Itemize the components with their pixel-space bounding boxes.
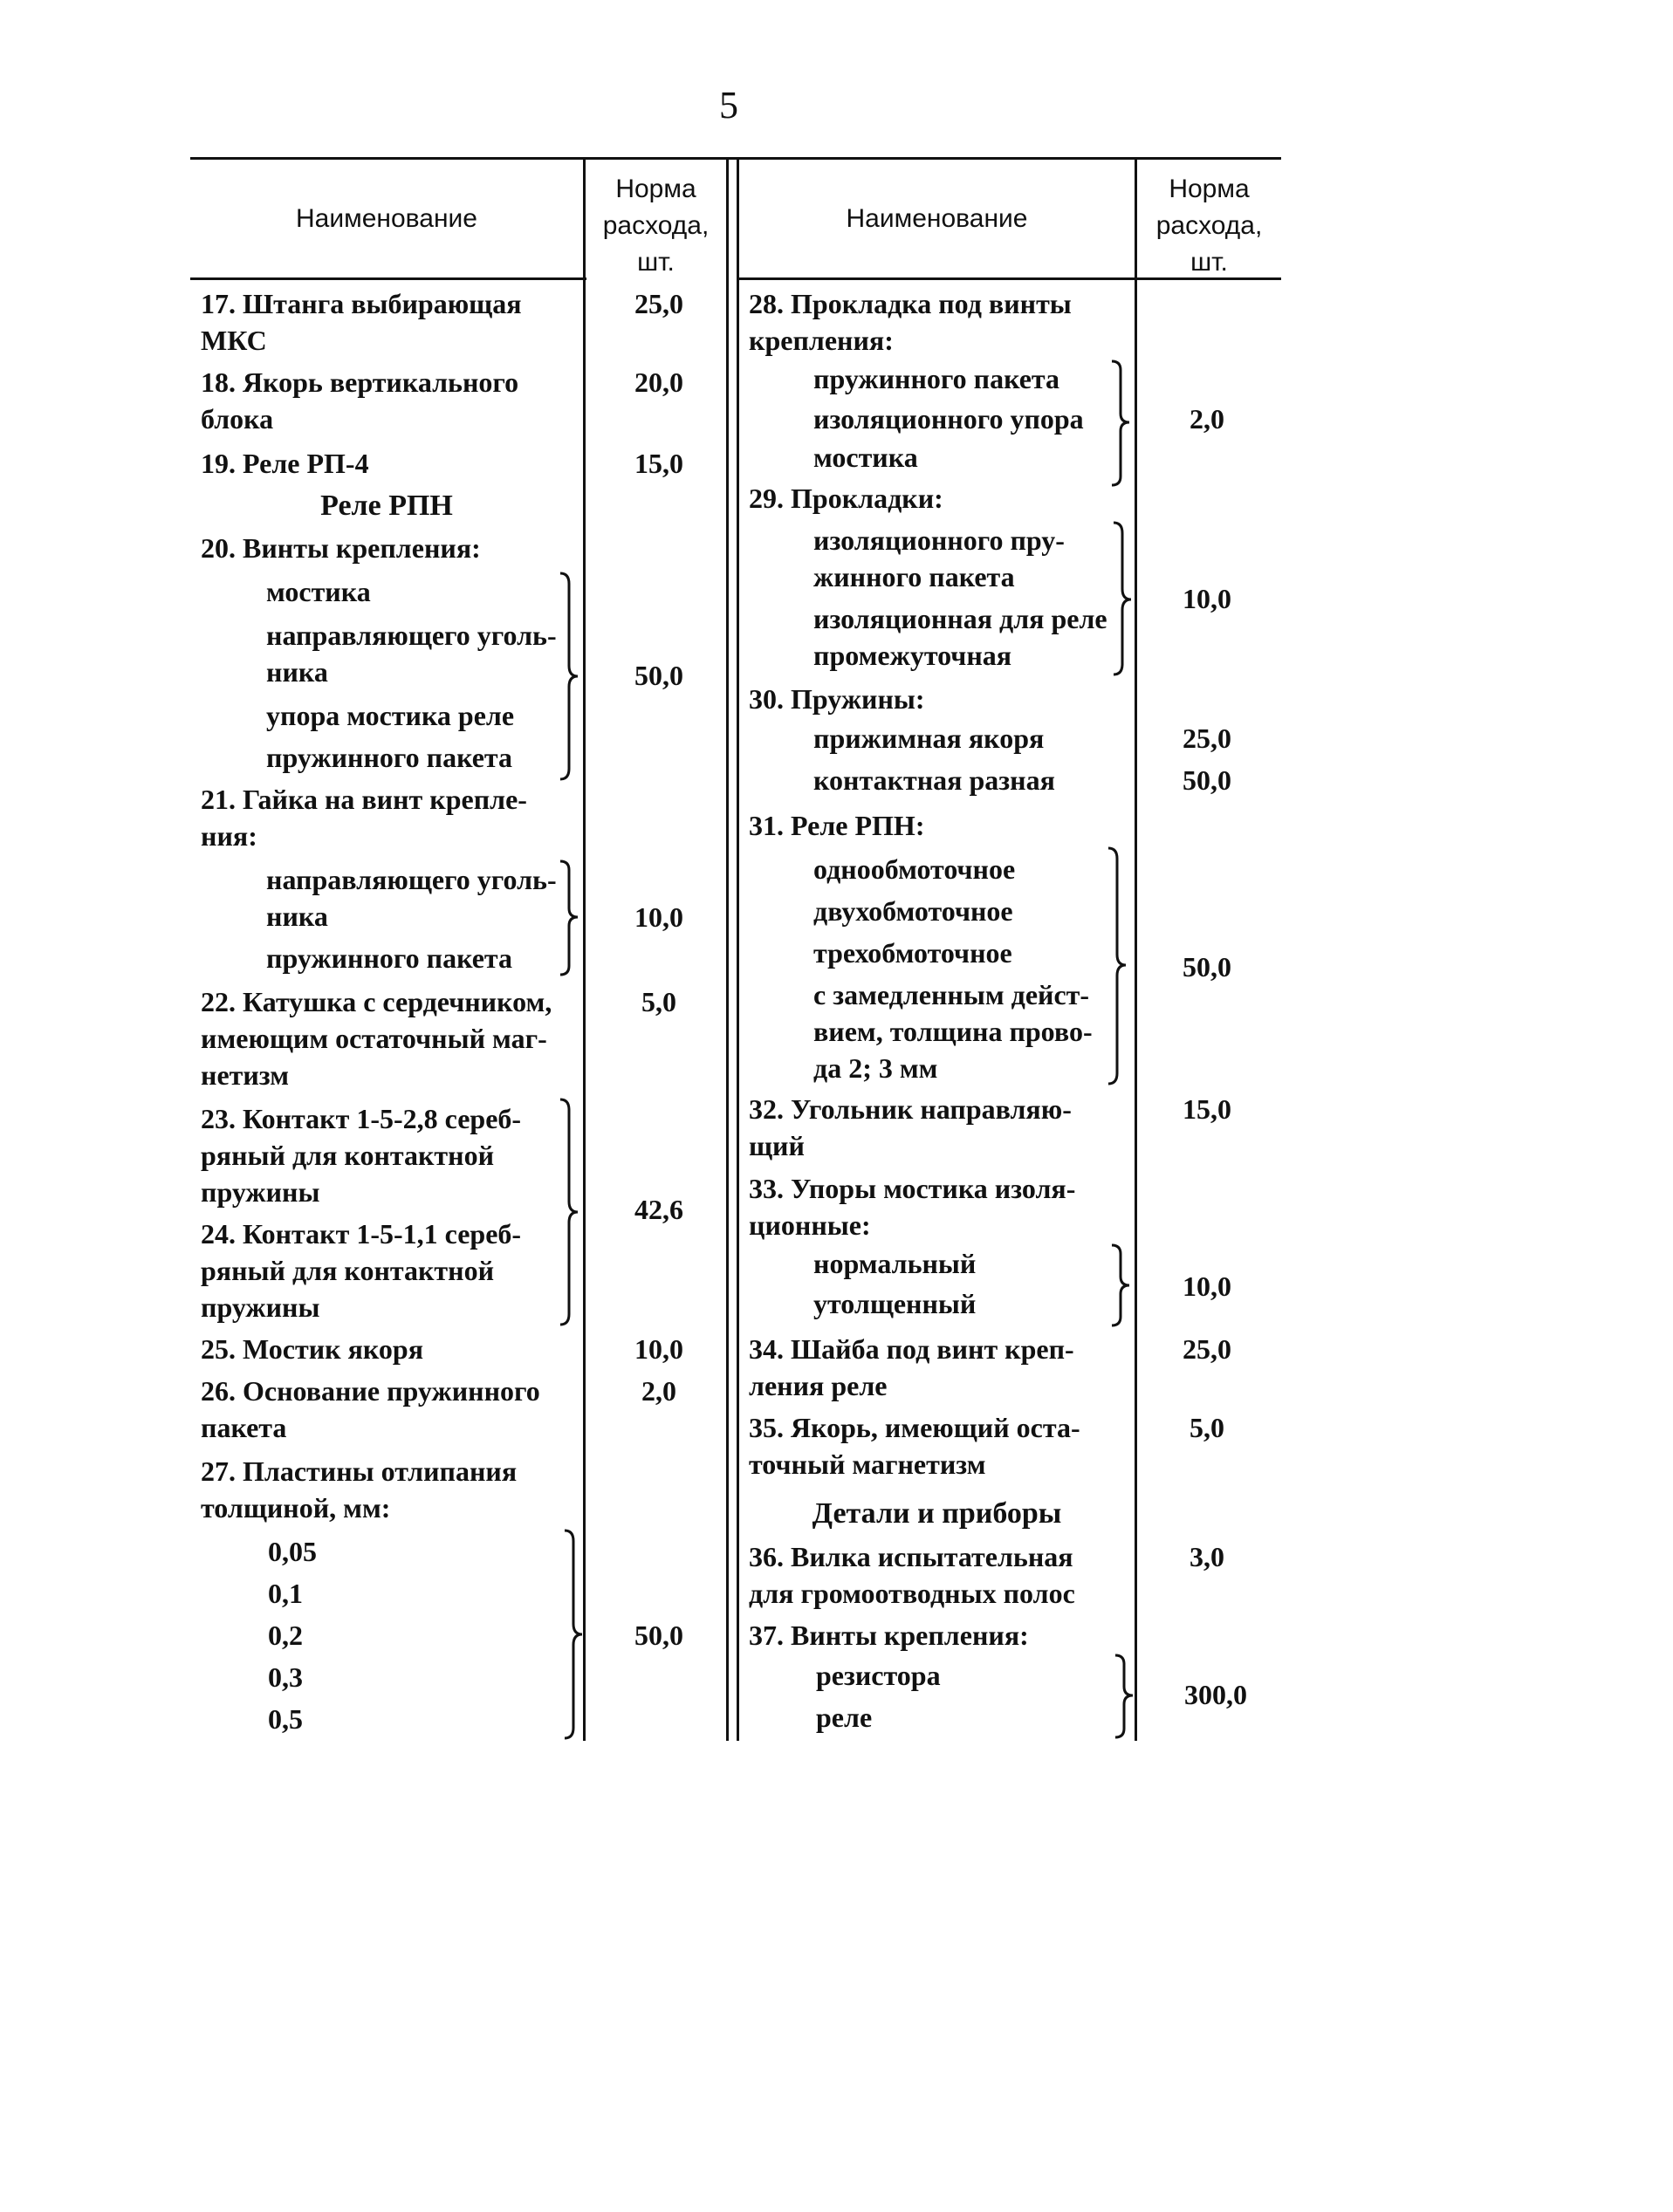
row-29-item: жинного пакета (813, 561, 1015, 592)
row-19: 19. Реле РП-4 (201, 448, 369, 479)
row-23-line: 23. Контакт 1-5-2,8 сереб- (201, 1103, 522, 1134)
row-20-item: направляющего уголь- (266, 620, 557, 651)
row-20-item: пружинного пакета (266, 742, 513, 773)
value-37: 300,0 (1184, 1679, 1247, 1710)
value-23-24: 42,6 (634, 1194, 683, 1225)
table-top-rule (190, 157, 1281, 160)
row-27-item: 0,1 (268, 1578, 303, 1609)
row-35-line: точный магнетизм (749, 1448, 986, 1480)
brace-37 (1114, 1654, 1135, 1741)
value-31: 50,0 (1183, 951, 1231, 983)
row-30: 30. Пружины: (749, 683, 925, 715)
value-18: 20,0 (634, 366, 683, 398)
value-19: 15,0 (634, 448, 683, 479)
row-33-line: ционные: (749, 1209, 871, 1241)
brace-28 (1110, 360, 1131, 489)
row-37-item: резистора (816, 1660, 941, 1691)
row-31-item: трехобмоточное (813, 937, 1012, 969)
section-title-parts: Детали и приборы (812, 1497, 1062, 1530)
header-bottom-rule-left (190, 277, 586, 280)
row-21-item: пружинного пакета (266, 942, 513, 974)
row-26-line: пакета (201, 1412, 287, 1443)
header-norm-line: шт. (637, 248, 675, 277)
value-30b: 50,0 (1183, 764, 1231, 796)
value-28: 2,0 (1190, 403, 1224, 435)
row-29-item: промежуточная (813, 640, 1012, 671)
brace-20 (559, 572, 579, 781)
row-24-line: пружины (201, 1291, 320, 1323)
row-20: 20. Винты крепления: (201, 532, 481, 564)
column-divider-center-a (726, 157, 729, 1741)
row-28-item: пружинного пакета (813, 363, 1060, 394)
row-33-item: утолщенный (813, 1288, 977, 1319)
row-28-line: 28. Прокладка под винты (749, 288, 1072, 319)
brace-27 (563, 1529, 584, 1740)
row-36-line: для громоотводных полос (749, 1578, 1075, 1609)
row-17-line: МКС (201, 325, 267, 356)
row-27-item: 0,2 (268, 1620, 303, 1651)
page-number: 5 (719, 84, 738, 127)
row-31-item: с замедленным дейст- (813, 979, 1090, 1010)
row-33-item: нормальный (813, 1248, 977, 1279)
row-24-line: ряный для контактной (201, 1255, 495, 1286)
row-35-line: 35. Якорь, имеющий оста- (749, 1412, 1080, 1443)
row-34-line: 34. Шайба под винт креп- (749, 1333, 1074, 1365)
row-25: 25. Мостик якоря (201, 1333, 424, 1365)
row-37-item: реле (816, 1702, 873, 1733)
row-27-item: 0,5 (268, 1703, 303, 1735)
brace-29 (1112, 521, 1133, 678)
value-29: 10,0 (1183, 583, 1231, 614)
row-22-line: нетизм (201, 1059, 289, 1091)
column-divider-right-name (1135, 157, 1137, 1741)
row-20-item: ника (266, 656, 328, 688)
brace-33 (1110, 1243, 1131, 1329)
value-34: 25,0 (1183, 1333, 1231, 1365)
row-31-item: двухобмоточное (813, 895, 1013, 927)
value-32: 15,0 (1183, 1093, 1231, 1125)
section-title-rpn: Реле РПН (320, 490, 453, 522)
row-30-item: прижимная якоря (813, 722, 1045, 754)
row-27-item: 0,05 (268, 1536, 317, 1567)
value-30a: 25,0 (1183, 722, 1231, 754)
row-18-line: блока (201, 403, 274, 435)
header-name-right: Наименование (846, 204, 1028, 233)
row-28-line: крепления: (749, 325, 894, 356)
row-20-item: упора мостика реле (266, 700, 515, 731)
header-norm-right (1137, 171, 1281, 281)
row-24-line: 24. Контакт 1-5-1,1 сереб- (201, 1218, 522, 1250)
column-divider-left-name (583, 157, 586, 1741)
row-21-line: ния: (201, 820, 257, 852)
row-26-line: 26. Основание пружинного (201, 1375, 540, 1407)
brace-31 (1107, 846, 1128, 1086)
row-34-line: ления реле (749, 1370, 888, 1401)
row-36-line: 36. Вилка испытательная (749, 1541, 1073, 1572)
value-17: 25,0 (634, 288, 683, 319)
row-23-line: ряный для контактной (201, 1140, 495, 1171)
header-norm-line: расхода, (1155, 211, 1263, 240)
header-norm-line: Норма (615, 175, 696, 203)
row-30-item: контактная разная (813, 764, 1055, 796)
row-22-line: имеющим остаточный маг- (201, 1023, 547, 1054)
row-31-item: однообмоточное (813, 853, 1016, 885)
row-27-line: толщиной, мм: (201, 1492, 391, 1524)
header-norm-left (586, 171, 726, 281)
row-29: 29. Прокладки: (749, 483, 943, 514)
brace-21 (559, 859, 579, 977)
row-27-item: 0,3 (268, 1661, 303, 1693)
header-name-left: Наименование (296, 204, 477, 233)
row-31-item: вием, толщина прово- (813, 1016, 1093, 1047)
header-norm-line: расхода, (602, 211, 710, 240)
row-22-line: 22. Катушка с сердечником, (201, 986, 552, 1017)
row-28-item: изоляционного упора (813, 403, 1084, 435)
row-20-item: мостика (266, 576, 371, 607)
value-35: 5,0 (1190, 1412, 1224, 1443)
value-33: 10,0 (1183, 1270, 1231, 1302)
row-32-line: щий (749, 1130, 805, 1161)
row-21-line: 21. Гайка на винт крепле- (201, 784, 527, 815)
value-22: 5,0 (641, 986, 676, 1017)
value-25: 10,0 (634, 1333, 683, 1365)
row-17-line: 17. Штанга выбирающая (201, 288, 522, 319)
value-36: 3,0 (1190, 1541, 1224, 1572)
row-28-item: мостика (813, 442, 918, 473)
row-18-line: 18. Якорь вертикального (201, 366, 519, 398)
brace-23-24 (559, 1098, 579, 1326)
header-norm-line: Норма (1169, 175, 1250, 203)
value-27: 50,0 (634, 1620, 683, 1651)
row-29-item: изоляционного пру- (813, 524, 1065, 556)
value-26: 2,0 (641, 1375, 676, 1407)
row-21-item: ника (266, 901, 328, 932)
row-33-line: 33. Упоры мостика изоля- (749, 1173, 1076, 1204)
header-norm-line: шт. (1190, 248, 1228, 277)
row-32-line: 32. Угольник направляю- (749, 1093, 1072, 1125)
value-20: 50,0 (634, 660, 683, 691)
row-31: 31. Реле РПН: (749, 810, 925, 841)
row-27-line: 27. Пластины отлипания (201, 1455, 518, 1487)
row-21-item: направляющего уголь- (266, 864, 557, 895)
row-29-item: изоляционная для реле (813, 603, 1107, 634)
row-37: 37. Винты крепления: (749, 1620, 1029, 1651)
value-21: 10,0 (634, 901, 683, 933)
row-23-line: пружины (201, 1176, 320, 1208)
row-31-item: да 2; 3 мм (813, 1052, 938, 1084)
